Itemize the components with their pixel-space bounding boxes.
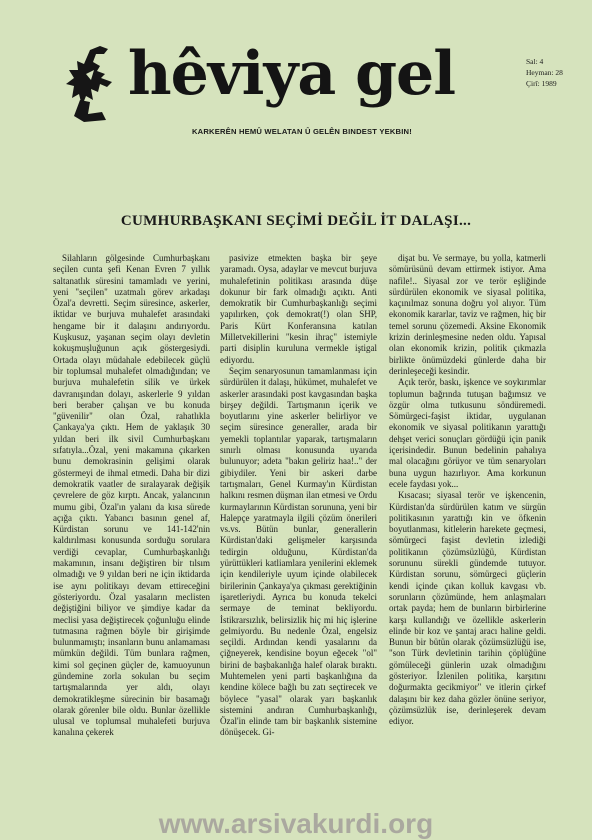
- paragraph: pasivize etmekten başka bir şeye yaramadı. Oysa, adaylar ve mevcut burjuva muhalefetinin politikası arasında düşe dokunur bir fark olmadığı açıktı. Anti demokratik bir Cumhurbaşkanlığı seçimi yapılırken, çok demokrat(!) olan SHP, Paris Kürt Konferansına katılan Milletvekillerini "kesin ihraç" istemiyle parti disiplin kuruluna vermekle iştigal ediyordu.: [220, 253, 377, 365]
- watermark: www.arsivakurdi.org: [158, 808, 434, 839]
- logo-icon: [60, 40, 126, 124]
- masthead-title: hêviya gel: [128, 39, 456, 109]
- paragraph: Kısacası; siyasal terör ve işkencenin, Kürdistan'da sürdürülen katım ve sürgün politikasının yarattığı kin ve öfkenin boyutlanması, kitlelerin harekete geçmesi, sömürgeci faşist devletin izlediği politikanın çözümsüzlüğü, Kürdistan sorununu sürekli gündemde tutuyor. Kürdistan sorunu, sömürgeci güçlerin kendi içinde çıkan kolluk kavgası vb. sorunların çözümünde, hem anlaşmaları ortak payda; hem de bunların birbirlerine karşı kullandığı ve özellikle askerlerin elinde bir koz ve şantaj aracı haline geldi. Bunun bir bütün olarak çözümsüzlüğü ise, "son Türk devletinin tarihin çöplüğüne gömüleceği günlerin uzak olmadığını gösteriyor. İzlenilen politika, karşıtını doğurmakta gecikmiyor" ve itlerin çirkef dalaşını bir kez daha gözler önüne seriyor, çözümsüzlük ise, derinleşerek devam ediyor.: [389, 490, 546, 727]
- paragraph: Seçim senaryosunun tamamlanması için sürdürülen it dalaşı, hükümet, muhalefet ve askerler arasındaki post kavgasından başka birşey değildi. Tartışmanın içerik ve boyutlarını yine askerler belirliyor ve seçim süresince generaller, arada bir yemekli toplantılar yaparak, tartışmaların sınırlı olması konusunda uyarıda bulunuyor; adeta "bakın geliriz haa!.." der gibiydiler. Yeni bir askeri darbe tartışmaları, Genel Kurmay'ın Kürdistan halkını resmen düşman ilan etmesi ve Ordu kurmaylarının Kürdistan sorununa, yeni bir Halepçe yaratmayla ilgili çözüm önerileri vs.vs. Bütün bunlar, generallerin Kürdistan'daki gelişmeler karşısında tedirgin olduğunu, Kürdistan'da yürüttükleri katliamlara yenilerini eklemek için kendileriyle uyum içinde olabilecek birilerinin Çankaya'ya çıkması gerektiğinin işaretleriydi. Ayrıca bu konuda tekelci sermaye de teminat bekliyordu. İstikrarsızlık, belirsizlik hiç mi hiç işlerine gelmiyordu. Bu nedenle Özal, engelsiz seçildi. Ardından kendi yasalarını da çiğneyerek, kendisine boyun eğecek "ol" birini de başbakanlığa halef olarak bıraktı. Muhtemelen yeni parti başkanlığına da kendine kölece bağlı bu zatı seçtirecek ve böylece "yasal" olarak yarı başkanlık sistemini andıran Cumhurbaşkanlığı, Özal'in elinde tam bir başkanlık sistemine dönüşecek. Gi-: [220, 365, 377, 738]
- article-column-3: [389, 253, 546, 808]
- article-column-1: [53, 253, 210, 808]
- issue-year: Sal: 4: [526, 57, 544, 66]
- paragraph: Açık terör, baskı, işkence ve soykırımlar toplumun bağrında tutuşan bağımsız ve özgür olma tutkusunu söndüremedi. Sömürgeci-faşist iktidar, uygulanan ekonomik ve siyasal politikanın yarattığı dehşet verici sonuçları gördüğü için panik içerisindedir. Bunun bedelinin pahalıya mal olacağını görüyor ve tüm senaryoları buna uygun hazırlıyor. Ama korkunun ecele faydası yok...: [389, 377, 546, 489]
- issue-date: Çirî: 1989: [526, 79, 557, 88]
- article-column-2: [220, 253, 377, 808]
- paragraph: dişat bu. Ve sermaye, bu yolla, katmerli sömürüsünü devam ettirmek istiyor. Ama nafile!.. Siyasal zor ve terör eşliğinde sürdürülen ekonomik ve siyasal politika, kaçınılmaz sonuna doğru yol alıyor. Tüm ekonomik kararlar, taviz ve rağmen, hiç bir temel sorunu çözemedi. Aksine Ekonomik krizin derinleşmesine neden oldu. Yapısal olan ekonomik krizin, politik çıkmazla birlikte önümüzdeki günlerde daha bir derinleşeceği kesindir.: [389, 253, 546, 376]
- paragraph: Silahların gölgesinde Cumhurbaşkanı seçilen cunta şefi Kenan Evren 7 yıllık saltanatlık süresini tamamladı ve yerini, yeni "seçilen" uzatmalı görev arkadaşı Özal'a devretti. Seçim süresince, askerler, iktidar ve burjuva muhalefet arasındaki hengame bir it dalaşını andırıyordu. Kuşkusuz, yaşanan seçim olayı devletin kokuşmuşluğunun açık göstergesiydi. Ortada olayı müdahale edebilecek güçlü bir toplumsal muhalefet olmadığından; ve burjuva muhalefetin silik ve ürkek davranışından dolayı, askerlerle 9 yıldan beri beraber çalışan ve bu konuda "güvenilir" olan Özal, rahatlıkla Çankaya'ya çıktı. Hem de yaklaşık 30 yıldan beri ilk sivil Cumhurbaşkanı sıfatıyla...Özal, yeni makamına çıkarken bunu demokrasinin gelişimi olarak göstermeyi de ihmal etmedi. Daha bir dizi demokratik vaatler de sıralayarak değişik çevrelere de göz kırptı. Ancak, yalancının mumu gibi, Özal'ın yalanı da kısa sürede açığa çıktı. Yabancı basının genel af, Kürdistan sorunu ve 141-142'nin kaldırılması konusunda sorduğu sorulara verdiği cevaplar, Cumhurbaşkanlığı makamının, insanı değiştiren bir tılsım olmadığı ve 9 yıldan beri ne için iktidarda ise aynı politikayı devam ettireceğini gösteriyordu. Özal yasaların meclisten değiştiğini biliyor ve şimdiye kadar da meclisi yasa değiştirecek çoğunluğu elinde tutmasına rağmen böyle bir girişimde bulunmamıştı; insanların bunu anlamaması mümkün değildi. Tüm bunlara rağmen, kimi sol geçinen güçler de, kamuoyunun gündemine zorla sokulan bu seçim tartışmalarında yer aldı, olayı demokratikleşme sürecinin bir basamağı olarak görenler bile oldu. Bunlar özellikle ulusal ve toplumsal muhalefeti burjuva kanalına çekerek: [53, 253, 210, 738]
- article-headline: CUMHURBAŞKANI SEÇİMİ DEĞİL İT DALAŞI...: [120, 213, 472, 229]
- masthead-slogan: KARKERÊN HEMÛ WELATAN Û GELÊN BINDEST YEKBIN!: [192, 127, 412, 136]
- issue-info: [526, 56, 563, 89]
- issue-number: Heyman: 28: [526, 68, 563, 77]
